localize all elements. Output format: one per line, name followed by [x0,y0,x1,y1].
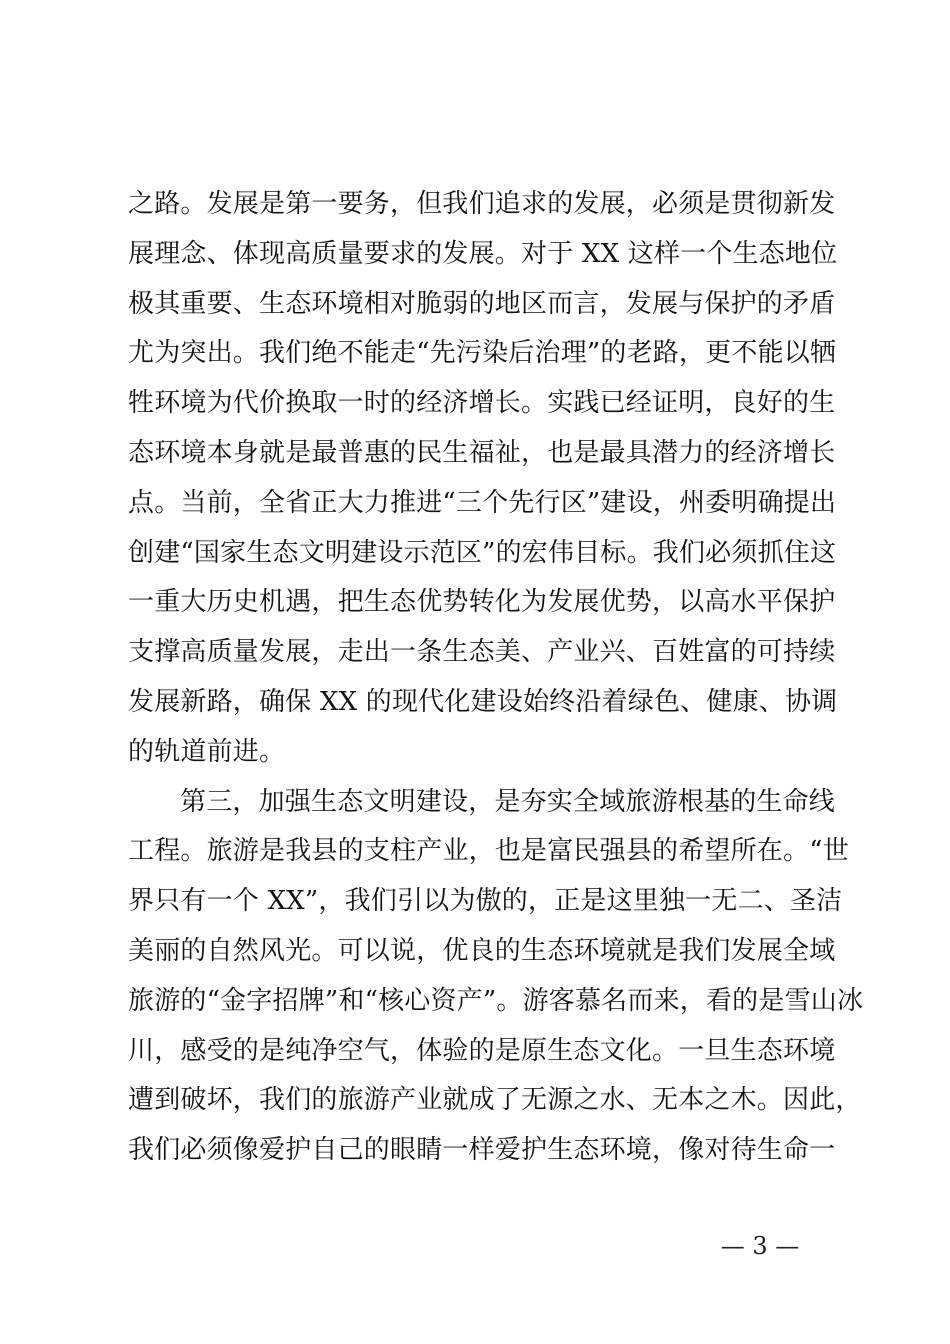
text-line: 之路。发展是第一要务，但我们追求的发展，必须是贯彻新发 [128,189,836,219]
text-line: 牲环境为代价换取一时的经济增长。实践已经证明，良好的生 [128,388,836,419]
paragraph-start-line: 第三，加强生态文明建设，是夯实全域旅游根基的生命线 [180,786,836,817]
body-text [128,180,864,1176]
text-line: 美丽的自然风光。可以说，优良的生态环境就是我们发展全域 [128,935,836,966]
text-line: 的轨道前进。 [128,736,286,767]
text-line: 尤为突出。我们绝不能走“先污染后治理”的老路，更不能以牺 [128,338,837,369]
text-line: 一重大历史机遇，把生态优势转化为发展优势，以高水平保护 [128,587,836,618]
text-line: 展理念、体现高质量要求的发展。对于 XX 这样一个生态地位 [128,238,838,269]
text-line: 极其重要、生态环境相对脆弱的地区而言，发展与保护的矛盾 [128,288,836,319]
text-line: 旅游的“金字招牌”和“核心资产”。游客慕名而来，看的是雪山冰 [128,985,864,1016]
text-line: 界只有一个 XX”，我们引以为傲的，正是这里独一无二、圣洁 [128,886,843,917]
text-line: 创建“国家生态文明建设示范区”的宏伟目标。我们必须抓住这 [128,537,837,568]
text-line: 我们必须像爱护自己的眼睛一样爱护生态环境，像对待生命一 [128,1135,836,1166]
text-line: 工程。旅游是我县的支柱产业，也是富民强县的希望所在。“世 [128,836,849,867]
page-number: — 3 — [720,1232,800,1260]
text-line: 支撑高质量发展，走出一条生态美、产业兴、百姓富的可持续 [128,637,836,668]
text-line: 遭到破坏，我们的旅游产业就成了无源之水、无本之木。因此， [128,1085,862,1116]
text-line: 态环境本身就是最普惠的民生福祉，也是最具潜力的经济增长 [128,437,836,468]
text-line: 发展新路，确保 XX 的现代化建设始终沿着绿色、健康、协调 [128,686,838,717]
text-line: 川，感受的是纯净空气，体验的是原生态文化。一旦生态环境 [128,1035,836,1066]
text-line: 点。当前，全省正大力推进“三个先行区”建设，州委明确提出 [128,487,837,518]
